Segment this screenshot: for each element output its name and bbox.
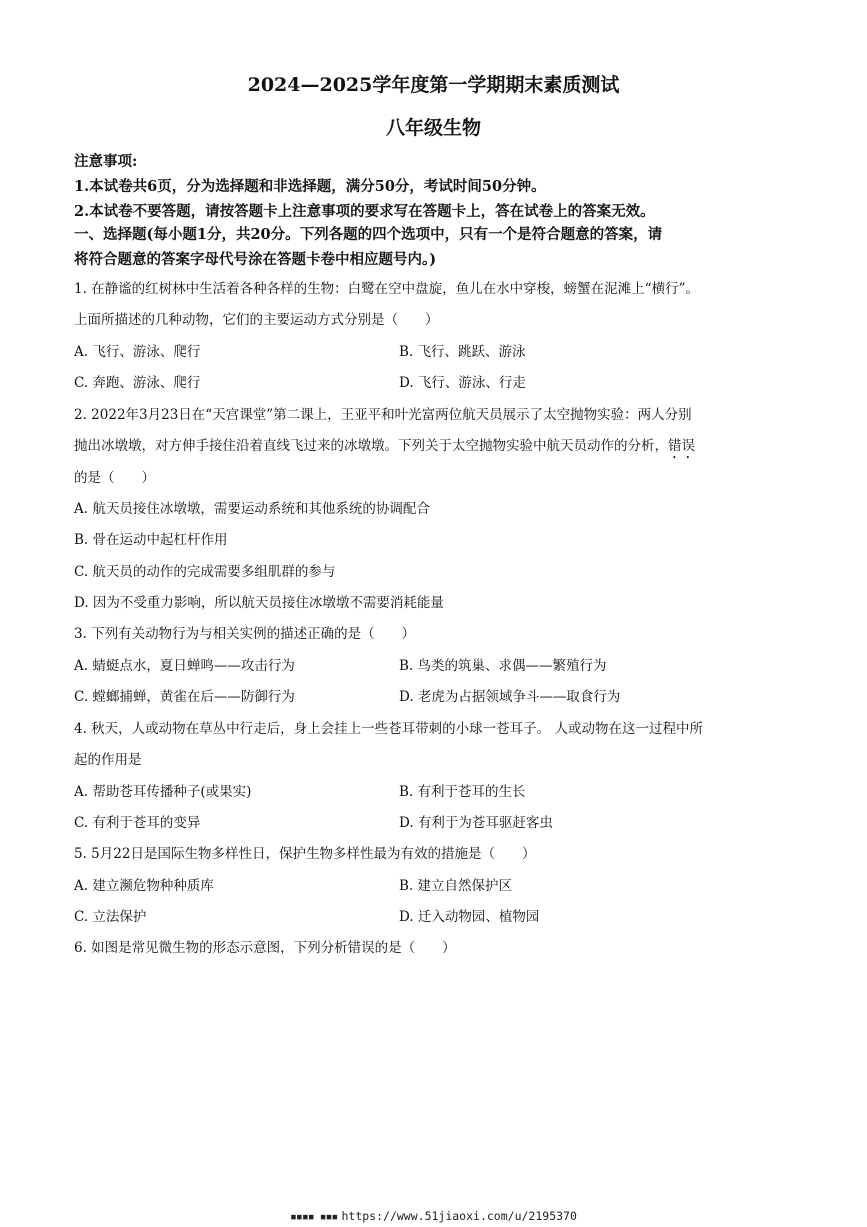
question-5-option-b: B. 建立自然保护区 <box>399 878 513 894</box>
question-1-option-b: B. 飞行、跳跃、游泳 <box>399 344 526 360</box>
section-1-instruction-line-2: 将符合题意的答案字母代号涂在答题卡卷中相应题号内。) <box>74 251 437 268</box>
question-3-option-b: B. 鸟类的筑巢、求偶——繁殖行为 <box>399 658 607 674</box>
exam-title: 2024—2025学年度第一学期期末素质测试 <box>247 74 620 96</box>
question-2-option-d: D. 因为不受重力影响，所以航天员接住冰墩墩不需要消耗能量 <box>74 595 444 611</box>
question-2-stem-line-2 <box>74 434 794 462</box>
footer-url[interactable]: https://www.51jiaoxi.com/u/2195370 <box>341 1209 577 1223</box>
question-1-stem-line-2: 上面所描述的几种动物，它们的主要运动方式分别是（ ） <box>74 312 439 328</box>
notice-item-1: 1.本试卷共6页，分为选择题和非选择题，满分50分，考试时间50分钟。 <box>74 178 546 195</box>
footer-watermark <box>0 1209 867 1223</box>
question-4-option-d: D. 有利于为苍耳驱赶客虫 <box>399 815 553 831</box>
question-2-stem-line-3: 的是（ ） <box>74 470 155 486</box>
question-1-option-d: D. 飞行、游泳、行走 <box>399 375 526 391</box>
question-2-stem-text: 抛出冰墩墩，对方伸手接住沿着直线飞过来的冰墩墩。下列关于太空抛物实验中航天员动作的分析， <box>74 438 668 454</box>
question-3-option-c: C. 螳螂捕蝉，黄雀在后——防御行为 <box>74 689 295 705</box>
question-5-stem: 5. 5月22日是国际生物多样性日，保护生物多样性最为有效的措施是（ ） <box>74 846 536 862</box>
emphasis-word: 错误 <box>668 438 695 454</box>
question-2-stem-line-1: 2. 2022年3月23日在“天宫课堂”第二课上，王亚平和叶光富两位航天员展示了太空抛物实验：两人分别 <box>74 407 692 423</box>
question-1-option-a: A. 飞行、游泳、爬行 <box>74 344 201 360</box>
notice-heading: 注意事项: <box>74 153 138 170</box>
question-4-stem-line-1: 4. 秋天，人或动物在草丛中行走后，身上会挂上一些苍耳带刺的小球一苍耳子。 人或动物在这一过程中所 <box>74 721 703 737</box>
question-3-stem: 3. 下列有关动物行为与相关实例的描述正确的是（ ） <box>74 626 416 642</box>
exam-subtitle: 八年级生物 <box>385 117 481 139</box>
question-3-option-d: D. 老虎为占据领域争斗——取食行为 <box>399 689 621 705</box>
notice-item-2: 2.本试卷不要答题，请按答题卡上注意事项的要求写在答题卡上，答在试卷上的答案无效。 <box>74 203 655 220</box>
question-2-option-b: B. 骨在运动中起杠杆作用 <box>74 532 228 548</box>
section-1-instruction-line-1: 一、选择题(每小题1分，共20分。下列各题的四个选项中，只有一个是符合题意的答案，请 <box>74 226 663 243</box>
watermark-logo: ▪▪▪▪ ▪▪▪ <box>290 1209 338 1223</box>
question-1-option-c: C. 奔跑、游泳、爬行 <box>74 375 201 391</box>
question-4-option-a: A. 帮助苍耳传播种子(或果实) <box>74 784 252 800</box>
question-4-option-c: C. 有利于苍耳的变异 <box>74 815 201 831</box>
question-1-stem-line-1: 1. 在静谧的红树林中生活着各种各样的生物：白鹭在空中盘旋，鱼儿在水中穿梭，螃蟹在泥滩上“横行”。 <box>74 281 699 297</box>
question-4-option-b: B. 有利于苍耳的生长 <box>399 784 526 800</box>
question-4-stem-line-2: 起的作用是 <box>74 752 142 768</box>
question-3-option-a: A. 蜻蜓点水，夏日蝉鸣——攻击行为 <box>74 658 295 674</box>
question-5-option-d: D. 迁入动物园、植物园 <box>399 909 540 925</box>
question-6-stem: 6. 如图是常见微生物的形态示意图，下列分析错误的是（ ） <box>74 940 456 956</box>
question-2-option-c: C. 航天员的动作的完成需要多组肌群的参与 <box>74 564 336 580</box>
question-5-option-c: C. 立法保护 <box>74 909 147 925</box>
question-5-option-a: A. 建立濒危物种种质库 <box>74 878 214 894</box>
question-2-option-a: A. 航天员接住冰墩墩，需要运动系统和其他系统的协调配合 <box>74 501 430 517</box>
